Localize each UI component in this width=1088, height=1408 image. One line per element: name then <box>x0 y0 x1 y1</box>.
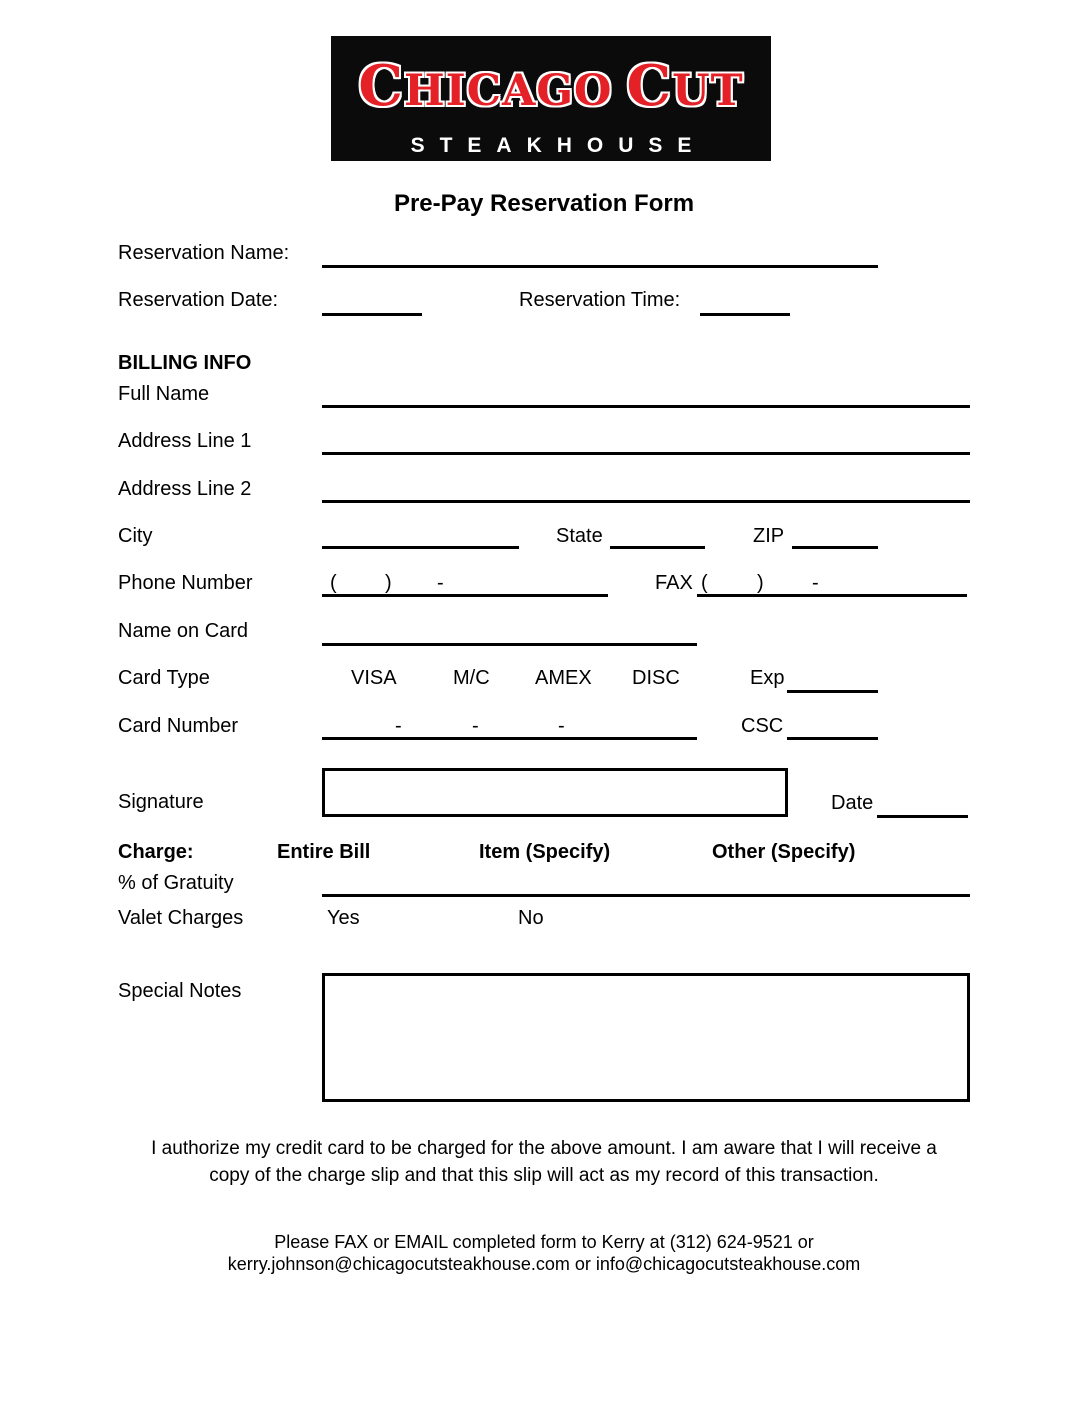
fax-close-paren: ) <box>757 572 764 594</box>
contact-instructions-line1: Please FAX or EMAIL completed form to Kerry at (312) 624-9521 or <box>274 1232 814 1252</box>
name-on-card-field[interactable] <box>322 643 697 646</box>
csc-field[interactable] <box>787 737 878 740</box>
charge-option-item-specify[interactable]: Item (Specify) <box>479 841 611 863</box>
logo-subtitle: STEAKHOUSE <box>410 134 707 157</box>
card-number-dash-1: - <box>395 715 402 737</box>
card-option-mc[interactable]: M/C <box>453 667 490 689</box>
charge-option-entire-bill[interactable]: Entire Bill <box>277 841 371 863</box>
valet-option-no[interactable]: No <box>518 907 544 929</box>
card-option-amex[interactable]: AMEX <box>535 667 592 689</box>
special-notes-box[interactable] <box>322 973 970 1102</box>
special-notes-label: Special Notes <box>118 980 242 1002</box>
reservation-date-field[interactable] <box>322 313 422 316</box>
signature-box[interactable] <box>322 768 788 817</box>
phone-close-paren: ) <box>385 572 392 594</box>
address-line-1-label: Address Line 1 <box>118 430 252 452</box>
city-label: City <box>118 525 153 547</box>
logo-word1-rest: HICAGO <box>403 66 613 116</box>
reservation-date-label: Reservation Date: <box>118 289 279 311</box>
address-line-2-label: Address Line 2 <box>118 478 252 500</box>
signature-label: Signature <box>118 791 204 813</box>
card-type-label: Card Type <box>118 667 210 689</box>
reservation-name-field[interactable] <box>322 265 878 268</box>
card-option-visa[interactable]: VISA <box>351 667 397 689</box>
address-line-1-field[interactable] <box>322 452 970 455</box>
city-field[interactable] <box>322 546 519 549</box>
logo-word2-initial: C <box>626 53 673 119</box>
form-title: Pre-Pay Reservation Form <box>393 190 695 217</box>
authorization-text-line2: copy of the charge slip and that this slip will act as my record of this transaction. <box>209 1165 879 1186</box>
card-number-label: Card Number <box>118 715 239 737</box>
valet-option-yes[interactable]: Yes <box>327 907 360 929</box>
full-name-field[interactable] <box>322 405 970 408</box>
authorization-text-line1: I authorize my credit card to be charged for the above amount. I am aware that I will receive a <box>151 1138 937 1159</box>
card-option-disc[interactable]: DISC <box>632 667 680 689</box>
gratuity-label: % of Gratuity <box>118 872 234 894</box>
charge-label: Charge: <box>118 841 194 863</box>
csc-label: CSC <box>741 715 784 737</box>
phone-number-label: Phone Number <box>118 572 253 594</box>
name-on-card-label: Name on Card <box>118 620 249 642</box>
full-name-label: Full Name <box>118 383 210 405</box>
card-number-field[interactable] <box>322 737 697 740</box>
reservation-time-label: Reservation Time: <box>519 289 681 311</box>
valet-charges-label: Valet Charges <box>118 907 244 929</box>
logo-word1-initial: C <box>358 53 404 119</box>
address-line-2-field[interactable] <box>322 500 970 503</box>
contact-instructions-line2: kerry.johnson@chicagocutsteakhouse.com or info@chicagocutsteakhouse.com <box>227 1254 861 1274</box>
card-number-dash-3: - <box>558 715 565 737</box>
exp-field[interactable] <box>787 690 878 693</box>
phone-open-paren: ( <box>330 572 337 594</box>
logo-word2-rest: UT <box>672 66 744 116</box>
exp-label: Exp <box>750 667 785 689</box>
phone-number-field[interactable] <box>322 594 608 597</box>
billing-info-heading: BILLING INFO <box>118 352 252 374</box>
zip-field[interactable] <box>792 546 878 549</box>
date-field[interactable] <box>877 815 968 818</box>
fax-field[interactable] <box>697 594 967 597</box>
reservation-name-label: Reservation Name: <box>118 242 290 264</box>
state-field[interactable] <box>610 546 705 549</box>
fax-open-paren: ( <box>701 572 708 594</box>
fax-label: FAX <box>655 572 693 594</box>
state-label: State <box>556 525 603 547</box>
restaurant-logo <box>331 36 771 161</box>
fax-dash: - <box>812 572 819 594</box>
card-number-dash-2: - <box>472 715 479 737</box>
charge-option-other-specify[interactable]: Other (Specify) <box>712 841 856 863</box>
zip-label: ZIP <box>753 525 785 547</box>
phone-dash: - <box>437 572 444 594</box>
reservation-time-field[interactable] <box>700 313 790 316</box>
gratuity-field[interactable] <box>322 894 970 897</box>
date-label: Date <box>831 792 874 814</box>
logo-wordmark <box>331 53 771 130</box>
